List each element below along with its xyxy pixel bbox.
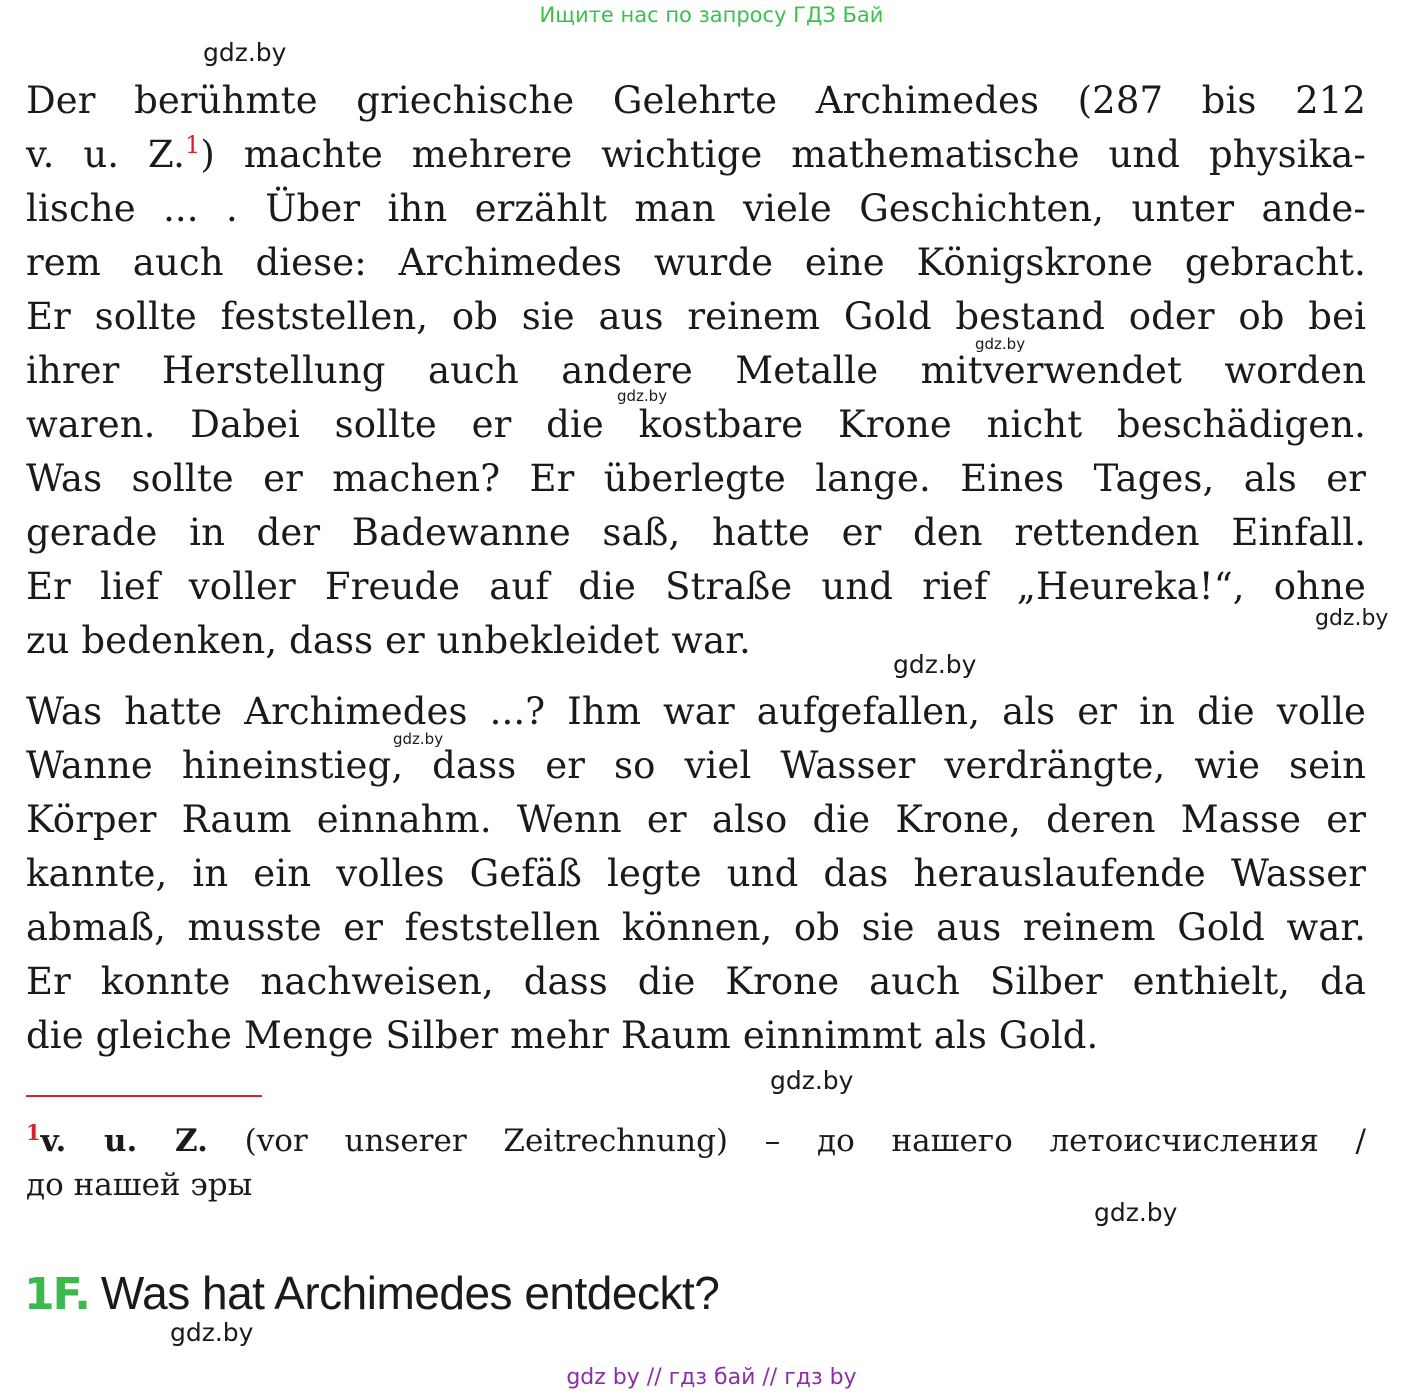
text-line xyxy=(26,128,1366,182)
text-line: lische ... . Über ihn erzählt man viele Geschichten, unter ande- xyxy=(26,187,1366,230)
paragraph-2 xyxy=(26,685,1366,1063)
watermark: gdz.by xyxy=(393,730,444,748)
footnote-mark: 1 xyxy=(26,1120,41,1145)
paragraph-1 xyxy=(26,74,1366,668)
footnote-reference[interactable]: 1 xyxy=(185,131,201,159)
watermark: gdz.by xyxy=(893,650,977,679)
watermark: gdz.by xyxy=(1094,1198,1178,1227)
watermark: gdz.by xyxy=(170,1318,254,1347)
footnote xyxy=(26,1119,1366,1207)
text-line: Wanne hineinstieg, dass er so viel Wasser verdrängte, wie sein xyxy=(26,744,1366,787)
text-line-rest: ) machte mehrere wichtige mathematische und physika- xyxy=(200,133,1366,176)
text-line: die gleiche Menge Silber mehr Raum einnimmt als Gold. xyxy=(26,1014,1099,1057)
footer-links[interactable]: gdz by // гдз бай // гдз by xyxy=(566,1365,857,1390)
text-line: Er sollte feststellen, ob sie aus reinem Gold bestand oder ob bei xyxy=(26,295,1366,338)
text-line: Der berühmte griechische Gelehrte Archimedes (287 bis 212 xyxy=(26,79,1366,122)
footnote-definition: (vor unserer Zeitrechnung) – до нашего летоисчисления / xyxy=(207,1123,1366,1159)
text-line: Körper Raum einnahm. Wenn er also die Krone, deren Masse er xyxy=(26,798,1366,841)
task-heading xyxy=(24,1262,719,1324)
footnote-term: v. u. Z. xyxy=(40,1123,208,1159)
watermark: gdz.by xyxy=(975,335,1026,353)
text-line: ihrer Herstellung auch andere Metalle mitverwendet worden xyxy=(26,349,1366,392)
abbr-vuz: v. u. Z. xyxy=(26,133,186,176)
text-line: Er konnte nachweisen, dass die Krone auch Silber enthielt, da xyxy=(26,960,1366,1003)
footnote-line xyxy=(26,1119,1366,1163)
watermark: gdz.by xyxy=(203,38,287,67)
footnote-line: до нашей эры xyxy=(26,1167,253,1203)
text-line: gerade in der Badewanne saß, hatte er den rettenden Einfall. xyxy=(26,511,1366,554)
watermark: gdz.by xyxy=(1315,606,1389,631)
text-line: waren. Dabei sollte er die kostbare Krone nicht beschädigen. xyxy=(26,403,1366,446)
text-line: zu bedenken, dass er unbekleidet war. xyxy=(26,619,751,662)
watermark: gdz.by xyxy=(617,387,668,405)
text-line: kannte, in ein volles Gefäß legte und das herauslaufende Wasser xyxy=(26,852,1366,895)
footnote-divider xyxy=(26,1095,262,1097)
text-line: Was sollte er machen? Er überlegte lange. Eines Tages, als er xyxy=(26,457,1366,500)
search-banner[interactable]: Ищите нас по запросу ГДЗ Бай xyxy=(539,3,884,27)
watermark: gdz.by xyxy=(770,1066,854,1095)
task-number: 1F. xyxy=(24,1269,89,1320)
text-line: Er lief voller Freude auf die Straße und rief „Heureka!“, ohne xyxy=(26,565,1366,608)
text-line: abmaß, musste er feststellen können, ob sie aus reinem Gold war. xyxy=(26,906,1366,949)
text-line: Was hatte Archimedes ...? Ihm war aufgefallen, als er in die volle xyxy=(26,690,1366,733)
text-line: rem auch diese: Archimedes wurde eine Königskrone gebracht. xyxy=(26,241,1366,284)
task-title: Was hat Archimedes entdeckt? xyxy=(100,1267,720,1319)
